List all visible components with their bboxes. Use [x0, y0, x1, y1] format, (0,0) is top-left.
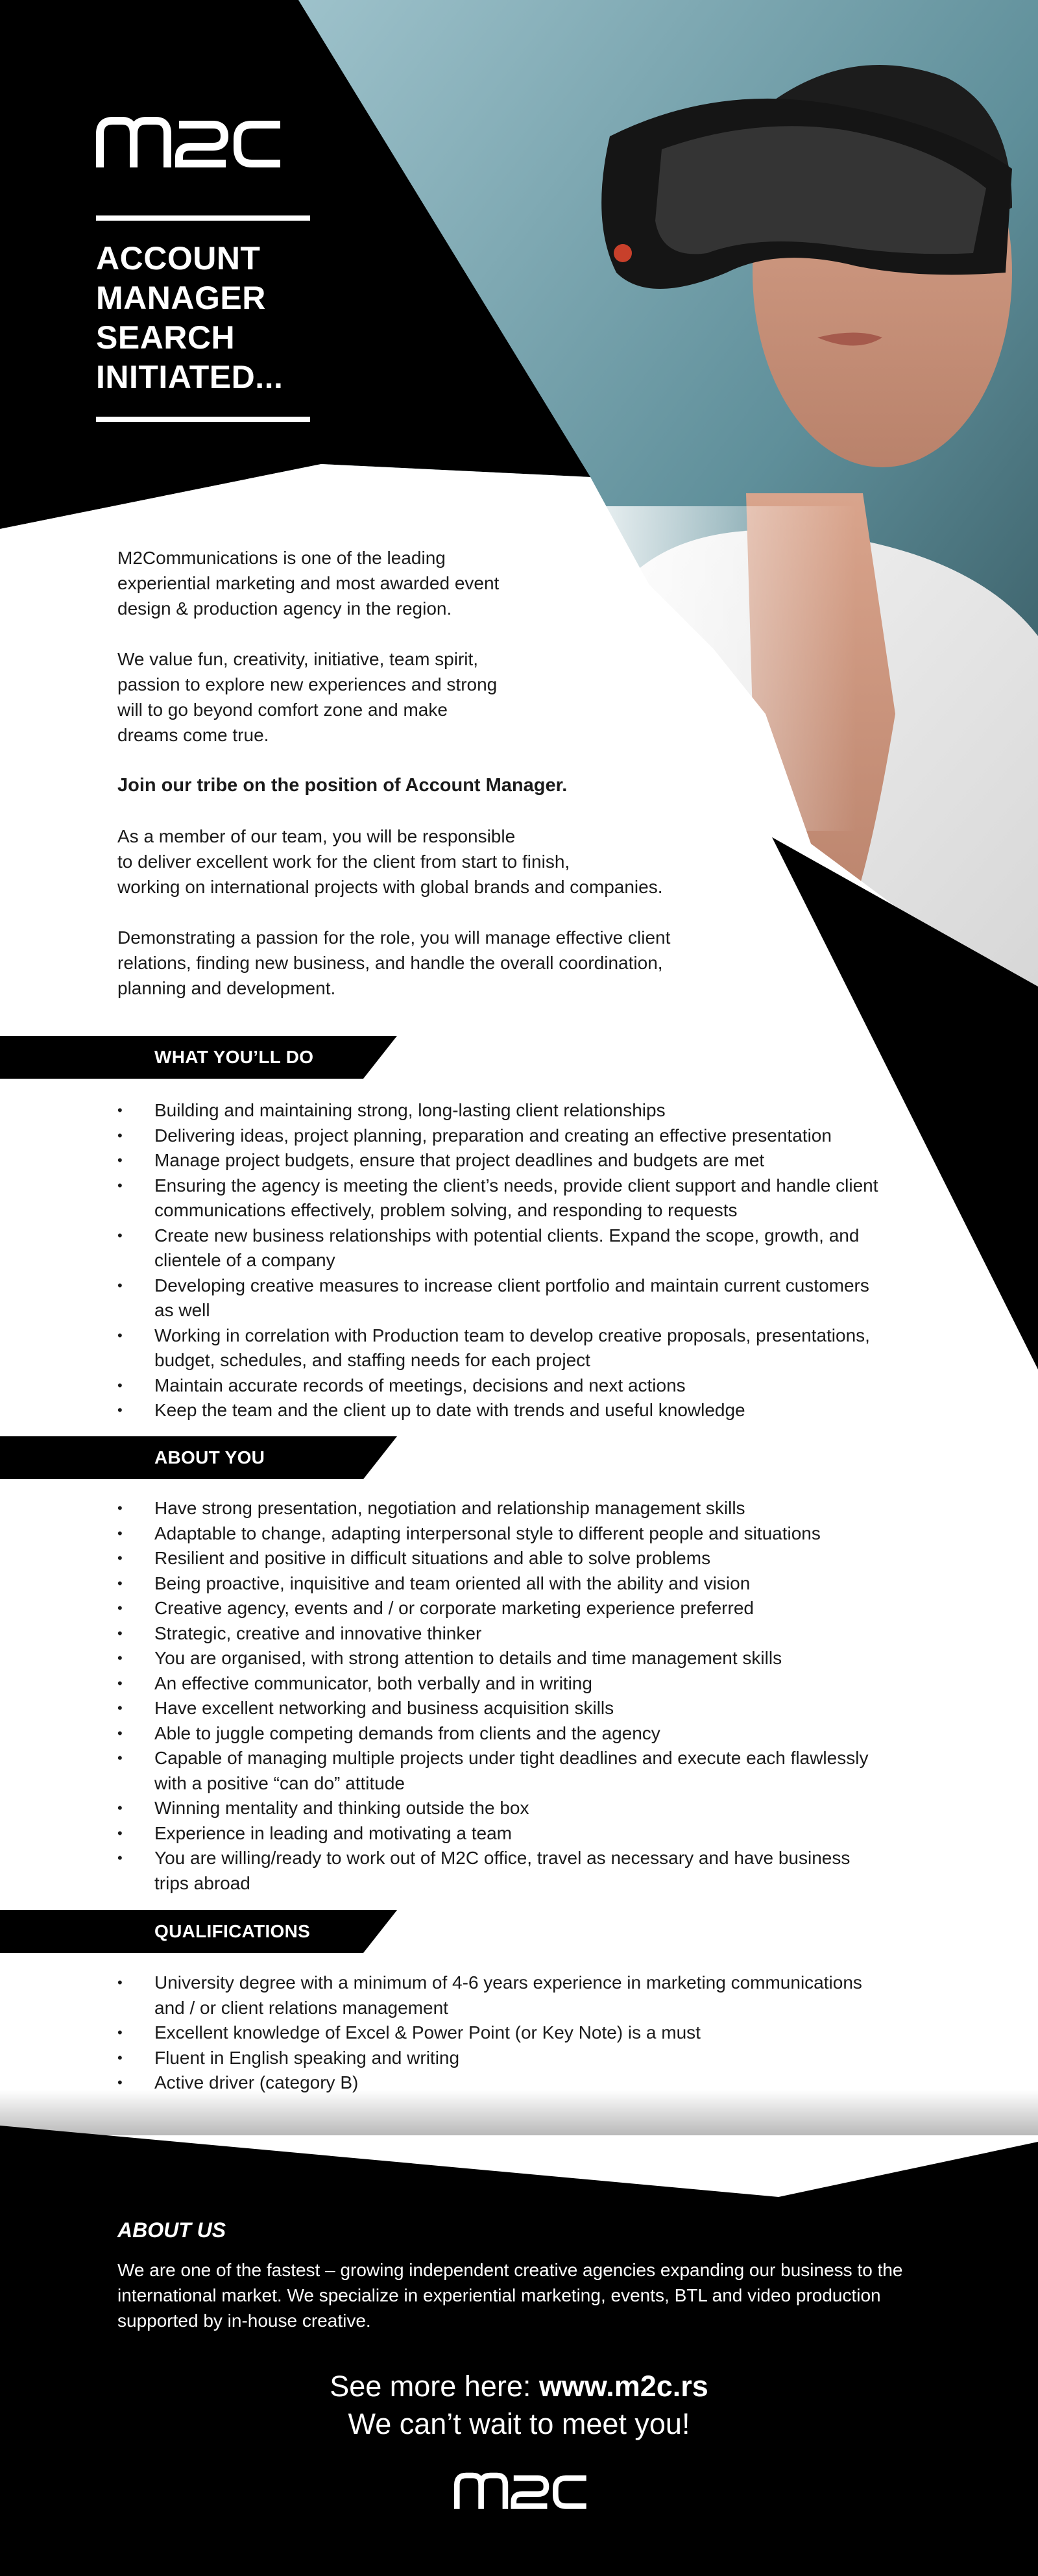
list-item-text: Fluent in English speaking and writing [154, 2047, 460, 2068]
qualifications-list [117, 1970, 883, 2096]
list-item-text: Excellent knowledge of Excel & Power Point (or Key Note) is a must [154, 2022, 701, 2042]
bullet-icon: • [117, 1500, 123, 1516]
list-item-text: Capable of managing multiple projects under tight deadlines and execute each flawlessly with a positive “can do” attitude [154, 1748, 869, 1793]
bullet-icon: • [117, 1750, 123, 1766]
cta-prefix: See more here: [330, 2370, 539, 2403]
text-line: dreams come true. [117, 725, 269, 745]
text-line: M2Communications is one of the leading [117, 548, 446, 568]
bullet-icon: • [117, 1550, 123, 1566]
list-item-text: You are organised, with strong attention to details and time management skills [154, 1648, 782, 1668]
section-header-qualifications [0, 1910, 397, 1953]
list-item [117, 1696, 883, 1721]
intro-paragraph-company [117, 545, 701, 621]
text-line: passion to explore new experiences and strong [117, 674, 498, 694]
text-line: planning and development. [117, 978, 336, 998]
intro-paragraph-role [117, 824, 701, 900]
text-line: will to go beyond comfort zone and make [117, 700, 448, 720]
list-item [117, 1223, 883, 1273]
text-line: Demonstrating a passion for the role, you will manage effective client [117, 927, 671, 948]
bullet-icon: • [117, 2049, 123, 2066]
list-item [117, 1546, 883, 1571]
text-line: to deliver excellent work for the client from start to finish, [117, 852, 570, 872]
list-item-text: Working in correlation with Production team to develop creative proposals, presentations, budget, schedules, and staffing needs for each project [154, 1325, 870, 1370]
intro-text [117, 545, 701, 1026]
list-item [117, 1796, 883, 1821]
list-item-text: Keep the team and the client up to date with trends and useful knowledge [154, 1400, 745, 1420]
list-item-text: Able to juggle competing demands from clients and the agency [154, 1723, 660, 1743]
list-item [117, 1721, 883, 1747]
bullet-icon: • [117, 1327, 123, 1343]
intro-paragraph-values [117, 646, 701, 748]
bullet-icon: • [117, 1700, 123, 1716]
call-to-action [0, 2368, 1038, 2443]
text-line: supported by in-house creative. [117, 2311, 371, 2331]
list-item [117, 2020, 883, 2046]
bullet-icon: • [117, 1800, 123, 1816]
title-rule-top [96, 215, 310, 221]
cta-line-1 [0, 2368, 1038, 2405]
list-item-text: Developing creative measures to increase client portfolio and maintain current customers as well [154, 1275, 869, 1320]
list-item [117, 1571, 883, 1597]
intro-join-callout: Join our tribe on the position of Account Manager. [117, 775, 568, 796]
bullet-icon: • [117, 1724, 123, 1741]
list-item [117, 1173, 883, 1223]
title-rule-bottom [96, 417, 310, 422]
list-item [117, 1148, 883, 1173]
section-title: WHAT YOU’LL DO [154, 1047, 314, 1067]
bullet-icon: • [117, 1600, 123, 1616]
bullet-icon: • [117, 1824, 123, 1841]
list-item-text: Adaptable to change, adapting interpersonal style to different people and situations [154, 1523, 821, 1543]
list-item-text: Creative agency, events and / or corporate marketing experience preferred [154, 1598, 754, 1618]
title-line: ACCOUNT [96, 240, 261, 276]
list-item-text: Have strong presentation, negotiation and relationship management skills [154, 1498, 745, 1518]
page-title [96, 239, 310, 397]
section-header-what-youll-do [0, 1036, 397, 1079]
list-item-text: You are willing/ready to work out of M2C office, travel as necessary and have business trips abroad [154, 1848, 851, 1893]
list-item-text: Have excellent networking and business acquisition skills [154, 1698, 614, 1718]
list-item [117, 2046, 883, 2071]
about-us-text [117, 2257, 941, 2333]
text-line: We value fun, creativity, initiative, team spirit, [117, 649, 479, 669]
list-item [117, 1671, 883, 1697]
bullet-icon: • [117, 1177, 123, 1194]
bullet-icon: • [117, 1850, 123, 1866]
list-item [117, 1846, 883, 1896]
list-item [117, 1098, 883, 1123]
text-line: We are one of the fastest – growing independent creative agencies expanding our business to the [117, 2260, 903, 2280]
title-line: MANAGER [96, 280, 266, 316]
bullet-icon: • [117, 1152, 123, 1168]
what-youll-do-list [117, 1098, 883, 1423]
text-line: experiential marketing and most awarded event [117, 573, 500, 593]
list-item [117, 1521, 883, 1547]
bullet-icon: • [117, 1674, 123, 1691]
list-item [117, 1821, 883, 1846]
list-item-text: University degree with a minimum of 4-6 years experience in marketing communications and / or client relations management [154, 1972, 862, 2018]
list-item-text: Ensuring the agency is meeting the client’s needs, provide client support and handle client communications effectively, problem solving, and responding to requests [154, 1175, 878, 1220]
bullet-icon: • [117, 1402, 123, 1418]
list-item [117, 1123, 883, 1149]
bullet-icon: • [117, 2024, 123, 2041]
list-item [117, 1596, 883, 1621]
list-item [117, 2070, 883, 2096]
about-us-title: ABOUT US [117, 2218, 226, 2242]
text-line: relations, finding new business, and handle the overall coordination, [117, 953, 663, 973]
title-line: INITIATED... [96, 359, 284, 395]
list-item-text: Maintain accurate records of meetings, decisions and next actions [154, 1375, 686, 1395]
bullet-icon: • [117, 1650, 123, 1666]
bullet-icon: • [117, 1127, 123, 1144]
hero-title-block [96, 215, 310, 422]
list-item [117, 1373, 883, 1399]
m2c-logo-footer [454, 2472, 589, 2509]
list-item-text: Strategic, creative and innovative thinker [154, 1623, 482, 1643]
list-item [117, 1746, 883, 1796]
text-line: international market. We specialize in experiential marketing, events, BTL and video production [117, 2285, 881, 2305]
list-item-text: Experience in leading and motivating a team [154, 1822, 513, 1843]
list-item-text: Building and maintaining strong, long-lasting client relationships [154, 1100, 666, 1120]
list-item [117, 1970, 883, 2020]
bullet-icon: • [117, 1575, 123, 1591]
list-item-text: Being proactive, inquisitive and team oriented all with the ability and vision [154, 1573, 751, 1593]
text-line: As a member of our team, you will be responsible [117, 826, 516, 846]
bullet-icon: • [117, 2074, 123, 2091]
title-line: SEARCH [96, 319, 235, 356]
bullet-icon: • [117, 1227, 123, 1244]
cta-line-2: We can’t wait to meet you! [348, 2407, 690, 2440]
bullet-icon: • [117, 1102, 123, 1118]
list-item-text: Delivering ideas, project planning, preparation and creating an effective presentation [154, 1125, 832, 1146]
list-item [117, 1398, 883, 1423]
about-you-list [117, 1496, 883, 1896]
list-item-text: Resilient and positive in difficult situations and able to solve problems [154, 1548, 711, 1568]
bullet-icon: • [117, 1525, 123, 1541]
bullet-icon: • [117, 1625, 123, 1641]
list-item [117, 1646, 883, 1671]
list-item [117, 1273, 883, 1323]
list-item-text: Create new business relationships with potential clients. Expand the scope, growth, and clientele of a company [154, 1225, 860, 1270]
section-title: QUALIFICATIONS [154, 1921, 311, 1941]
m2c-logo [96, 116, 284, 167]
list-item [117, 1496, 883, 1521]
intro-paragraph-passion [117, 925, 701, 1001]
website-link[interactable]: www.m2c.rs [538, 2370, 708, 2403]
bullet-icon: • [117, 1377, 123, 1393]
list-item-text: Winning mentality and thinking outside the box [154, 1798, 529, 1818]
list-item [117, 1323, 883, 1373]
list-item-text: Manage project budgets, ensure that project deadlines and budgets are met [154, 1150, 765, 1170]
list-item-text: An effective communicator, both verbally and in writing [154, 1673, 592, 1693]
section-title: ABOUT YOU [154, 1447, 265, 1467]
bullet-icon: • [117, 1277, 123, 1294]
bullet-icon: • [117, 1974, 123, 1991]
text-line: design & production agency in the region. [117, 598, 452, 619]
text-line: working on international projects with global brands and companies. [117, 877, 663, 897]
list-item [117, 1621, 883, 1647]
section-header-about-you [0, 1436, 397, 1479]
list-item-text: Active driver (category B) [154, 2072, 359, 2092]
